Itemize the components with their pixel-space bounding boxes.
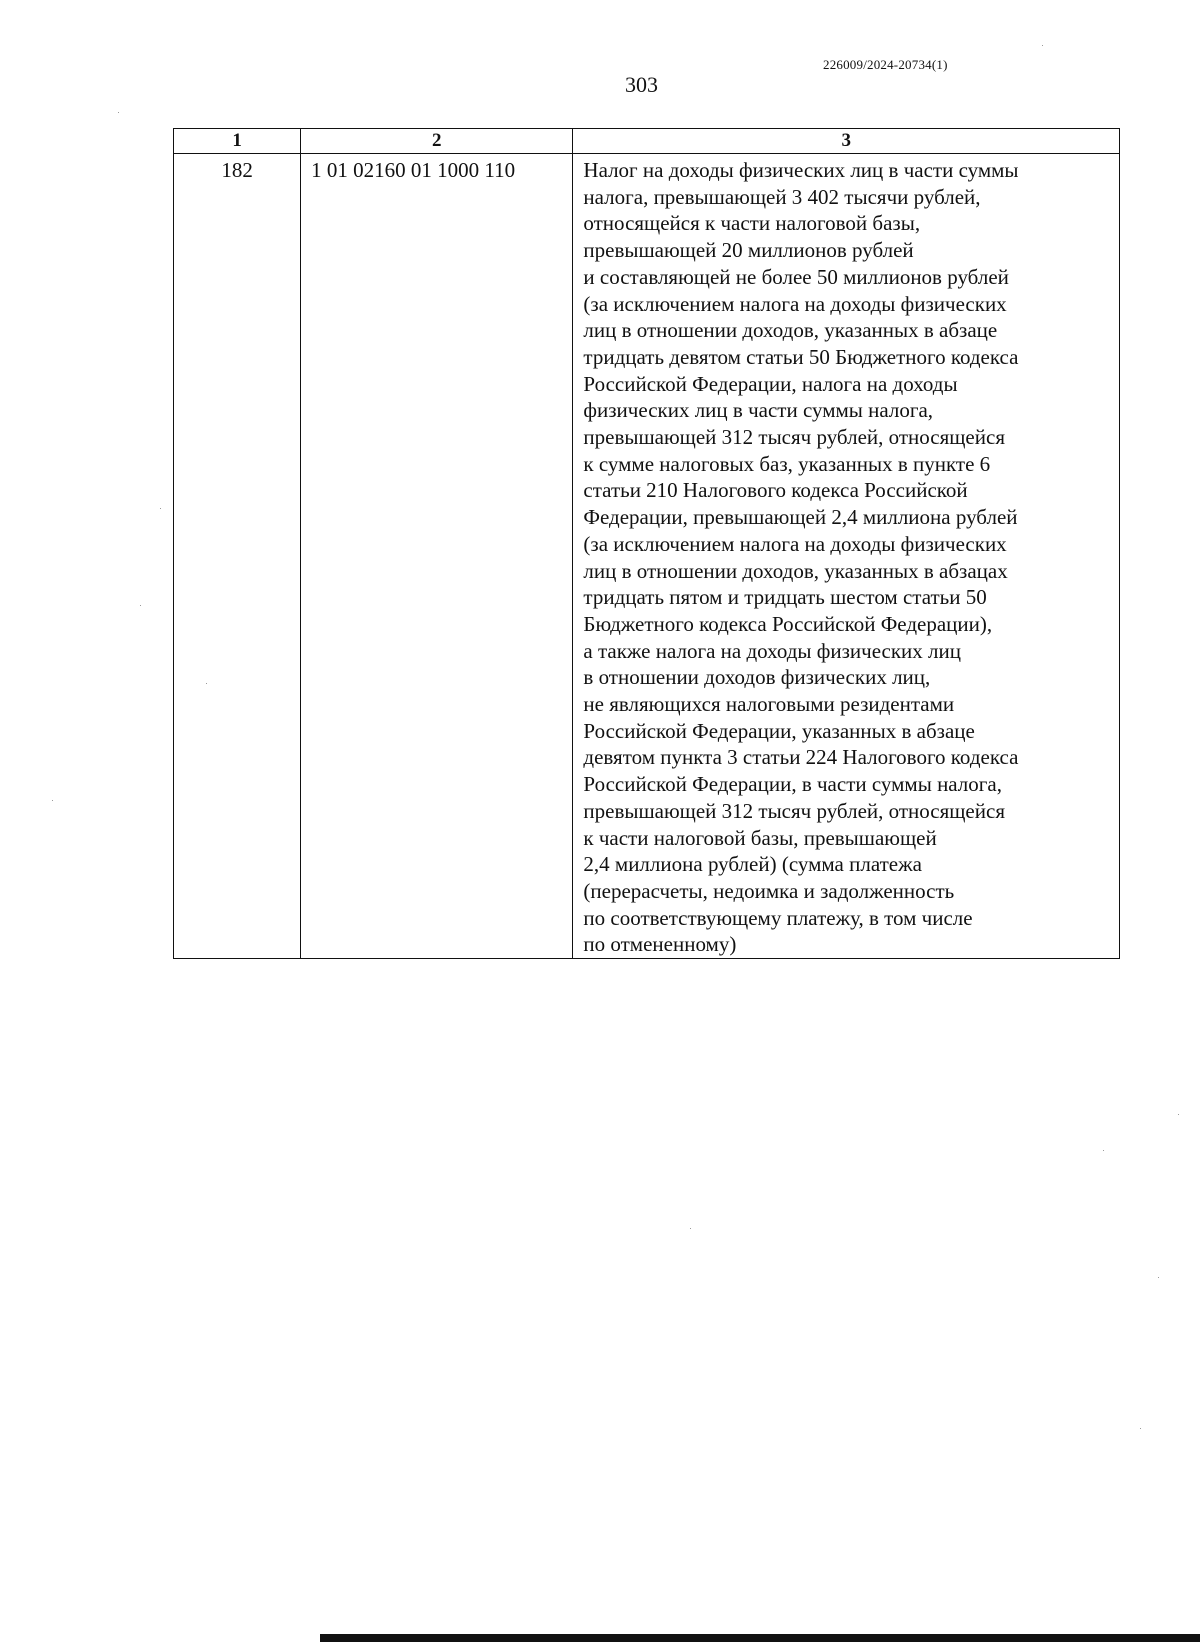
description-line: 2,4 миллиона рублей) (сумма платежа xyxy=(583,852,922,877)
scan-speck xyxy=(690,1228,691,1229)
scan-speck xyxy=(118,112,119,113)
description-line: Налог на доходы физических лиц в части суммы xyxy=(583,158,1019,182)
description-line: (за исключением налога на доходы физических xyxy=(583,291,1007,316)
scan-speck xyxy=(1042,45,1043,46)
description-line: превышающей 312 тысяч рублей, относящейся xyxy=(583,798,1005,823)
description-line: тридцать девятом статьи 50 Бюджетного кодекса xyxy=(583,344,1019,369)
scan-speck xyxy=(1158,1277,1159,1278)
scan-speck xyxy=(160,508,161,509)
scan-speck xyxy=(206,683,207,684)
description-line: налога, превышающей 3 402 тысячи рублей, xyxy=(583,184,981,209)
scan-speck xyxy=(1103,1150,1104,1151)
description-line: лиц в отношении доходов, указанных в абзацах xyxy=(583,558,1008,583)
page-number: 303 xyxy=(625,72,658,97)
budget-classification-table xyxy=(173,128,1120,959)
description-line: девятом пункта 3 статьи 224 Налогового кодекса xyxy=(583,745,1019,770)
description-line: и составляющей не более 50 миллионов рублей xyxy=(583,264,1009,289)
column-header-3: 3 xyxy=(573,129,1120,154)
column-header-1: 1 xyxy=(174,129,301,154)
budget-classification-code-cell: 1 01 02160 01 1000 110 xyxy=(301,154,573,959)
description-line: Российской Федерации, налога на доходы xyxy=(583,371,958,396)
description-line: не являющихся налоговыми резидентами xyxy=(583,692,955,717)
description-line: физических лиц в части суммы налога, xyxy=(583,398,934,423)
description-line: Бюджетного кодекса Российской Федерации), xyxy=(583,611,993,636)
description-line: превышающей 312 тысяч рублей, относящейся xyxy=(583,425,1005,450)
scan-speck xyxy=(1178,1114,1179,1115)
table-header-row xyxy=(174,129,1120,154)
scan-speck xyxy=(52,800,53,801)
description-line: Федерации, превышающей 2,4 миллиона рублей xyxy=(583,505,1018,530)
description-line: (за исключением налога на доходы физических xyxy=(583,531,1007,556)
description-line: по отмененному) xyxy=(583,932,737,957)
description-line: статьи 210 Налогового кодекса Российской xyxy=(583,478,968,503)
description-line: Российской Федерации, в части суммы налога, xyxy=(583,772,1002,797)
description-line: по соответствующему платежу, в том числе xyxy=(583,905,973,930)
income-description-cell xyxy=(573,154,1120,959)
description-line: (перерасчеты, недоимка и задолженность xyxy=(583,878,955,903)
administrator-code-cell: 182 xyxy=(174,154,301,959)
document-registration-number: 226009/2024-20734(1) xyxy=(823,57,948,72)
description-line: к сумме налоговых баз, указанных в пункте 6 xyxy=(583,451,991,476)
description-line: превышающей 20 миллионов рублей xyxy=(583,238,914,263)
description-line: относящейся к части налоговой базы, xyxy=(583,211,921,236)
scan-speck xyxy=(140,605,141,606)
description-line: Российской Федерации, указанных в абзаце xyxy=(583,718,975,743)
scan-bottom-edge xyxy=(320,1634,1200,1642)
table-row xyxy=(174,154,1120,959)
description-line: в отношении доходов физических лиц, xyxy=(583,665,931,690)
description-line: а также налога на доходы физических лиц xyxy=(583,638,962,663)
description-line: лиц в отношении доходов, указанных в абзаце xyxy=(583,318,998,343)
column-header-2: 2 xyxy=(301,129,573,154)
scan-speck xyxy=(1140,1428,1141,1429)
description-line: к части налоговой базы, превышающей xyxy=(583,825,937,850)
description-line: тридцать пятом и тридцать шестом статьи 50 xyxy=(583,585,987,610)
